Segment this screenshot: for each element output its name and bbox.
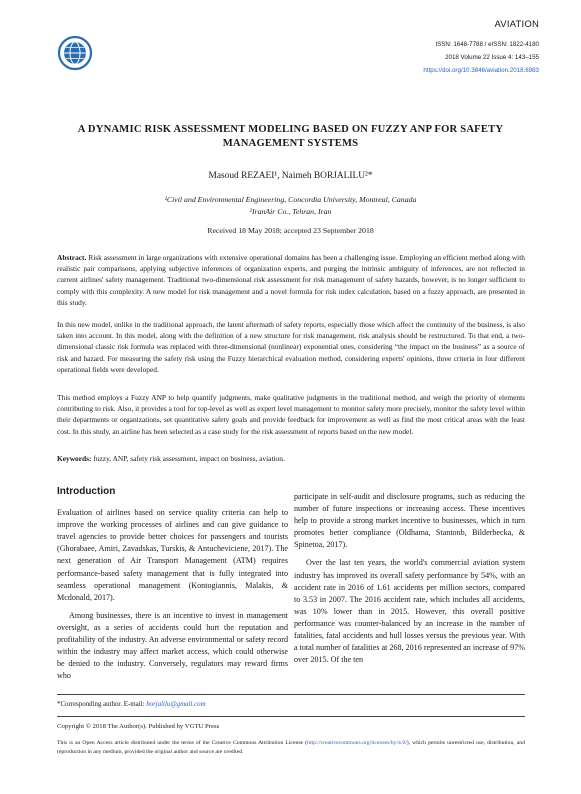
- license-text-end: ), which permits unrestricted use, distribution, and reproduction in any medium, provided the original author and source are credited.: [57, 740, 525, 755]
- issn-line: ISSN: 1648-7788 / eISSN: 1822-4180: [435, 41, 539, 48]
- copyright-divider: [57, 716, 525, 717]
- keywords-text: fuzzy, ANP, safety risk assessment, impact on business, aviation.: [93, 454, 285, 463]
- body-column-right: [294, 491, 525, 666]
- journal-name: AVIATION: [494, 19, 539, 30]
- intro-paragraph-1: Evaluation of airlines based on service quality criteria can help to improve the working processes of airlines and can give guidance to travel agencies to provide better choices for passengers and tourists (Ghorabaee, Amiri, Zavadskas, Turskis, & Antucheviciene, 2017). The next generation of Air Transport Management (ATM) requires performance-based safety management that is fully integrated into seamless operational management (Kontogiannis, Malakis, & Mcdonald, 2017).: [57, 508, 288, 602]
- doi-link[interactable]: https://doi.org/10.3846/aviation.2018.6983: [423, 67, 539, 74]
- affiliation-2: ²IranAir Co., Tehran, Iran: [249, 207, 332, 216]
- intro-paragraph-3: participate in self-audit and disclosure programs, such as reducing the number of future inspections or increasing access. These incentives help to provide a strong market incentive to businesses, which in turn promotes better compliance (Oldhama, Stantonb, Bilderbecka, & Spinetoa, 2017).: [294, 492, 525, 550]
- corresponding-author-footnote: [57, 701, 525, 708]
- vgtu-press-logo: [57, 35, 93, 71]
- keywords: [57, 454, 525, 463]
- license-text-start: This is an Open Access article distributed under the terms of the Creative Commons Attribution License (: [57, 740, 308, 746]
- footnote-label: *Corresponding author. E-mail:: [57, 701, 145, 708]
- volume-line: 2018 Volume 22 Issue 4: 143–155: [445, 54, 539, 61]
- abstract-paragraph-1: [57, 252, 525, 308]
- intro-paragraph-4: Over the last ten years, the world's commercial aviation system industry has improved its overall safety performance by 54%, with an accident rate in 2016 of 1.61 accidents per million sectors, compared to 3.53 in 2007. The 2016 accident rate, which includes all accidents, was 10% lower than in 2015. However, this overall positive performance was counter-balanced by an increase in the number of fatalities, fatal accidents and hull losses versus the previous year. With a total number of fatalities at 268, 2016 represented an increase of 97% over 2015. Of the ten: [294, 558, 525, 665]
- intro-paragraph-2: Among businesses, there is an incentive to invest in management oversight, as a series of accidents could hurt the reputation and profitability of the industry. An adverse environmental or safety record within the industry may affect market access, which could otherwise be denied to the industry. Conversely, regulators may reward firms who: [57, 610, 288, 681]
- affiliation-1: ¹Civil and Environmental Engineering, Concordia University, Montreal, Canada: [164, 195, 417, 204]
- body-column-left: [57, 486, 288, 682]
- keywords-label: Keywords:: [57, 454, 92, 463]
- article-title: A DYNAMIC RISK ASSESSMENT MODELING BASED ON FUZZY ANP FOR SAFETY MANAGEMENT SYSTEMS: [77, 124, 504, 149]
- author-email-link[interactable]: borjalilu@gmail.com: [146, 701, 206, 708]
- article-authors: Masoud REZAEI¹, Naimeh BORJALILU²*: [208, 171, 373, 181]
- license-text: [57, 739, 525, 757]
- abstract-paragraph-3: This method employs a Fuzzy ANP to help quantify judgments, make qualitative judgments in the traditional method, and weigh the priority of elements contributing to risk. Also, it provides a tool for top-level as well as expert level management to monitor safety more precisely, monitor the safety level within their departments or organizations, set quantitative safety goals and provide feedback for improvement as well as find the most critical areas with the least cost. In this study, an airline has been selected as a case study for the risk assessment of reports based on the new model.: [57, 393, 525, 436]
- abstract-label: Abstract.: [57, 253, 87, 262]
- abstract-text-1: Risk assessment in large organizations with extensive operational domains has been a challenging issue. Employing an efficient method along with realistic pair comparisons, applying subjective inferences of organization experts, and purging the intrinsic ambiguity of inferences, are not reflected in current airlines' safety management. Traditional two-dimensional risk assessment for risk management of safety hazards, however, is no longer sufficient to comply with this complexity. A new model for risk management and a novel formula for risk index calculation, based on a fuzzy approach, are presented in this study.: [57, 253, 525, 307]
- received-dates: Received 18 May 2018; accepted 23 September 2018: [207, 226, 374, 235]
- copyright-line: Copyright © 2018 The Author(s). Published by VGTU Press: [57, 723, 220, 730]
- abstract-paragraph-2: In this new model, unlike in the traditional approach, the latent aftermath of safety reports, especially those which affect the continuity of the business, is also taken into account. In this model, along with the definition of a new structure for risk management, risk analysis should be restructured. To that end, a two-dimensional classic risk formula was replaced with three-dimensional (nonlinear) exponential ones, considering “the impact on the business” as a source of risk and hazard. For measuring the safety risk using the Fuzzy hierarchical evaluation method, considering experts' opinions, three criteria in four different operational fields were developed.: [57, 320, 525, 374]
- license-url-link[interactable]: http://creativecommons.org/licenses/by/4.0/: [307, 740, 407, 746]
- section-heading-introduction: Introduction: [57, 486, 116, 497]
- footnote-divider: [57, 694, 525, 695]
